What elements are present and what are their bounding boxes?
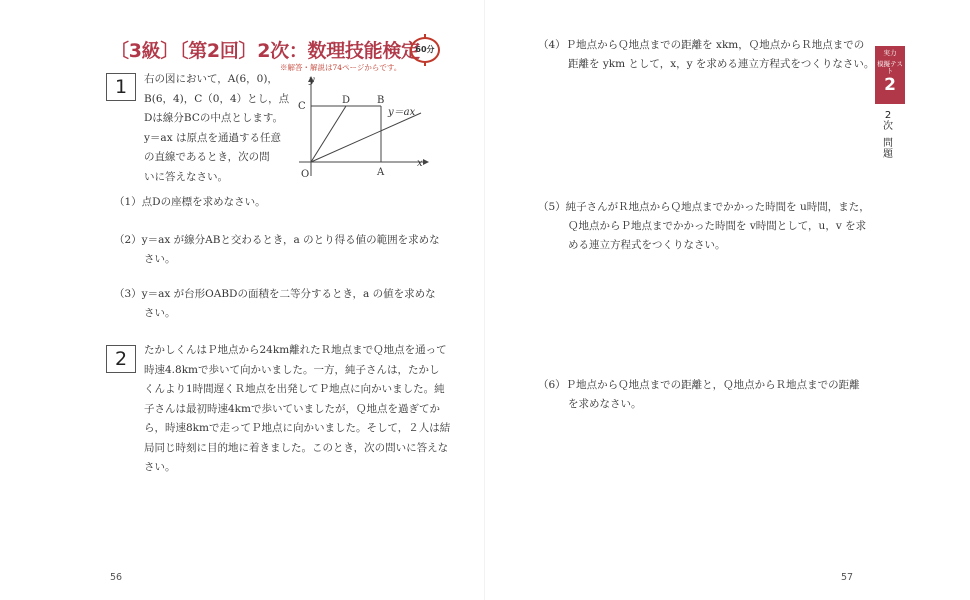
question-6-line: を求めなさい。 (568, 398, 642, 410)
question-3-line: （3）y＝ax が台形OABDの面積を二等分するとき，a の値を求めな (114, 288, 436, 300)
section-tab (875, 46, 905, 104)
vertical-char: 問 (883, 138, 893, 149)
question-4 (538, 36, 874, 74)
x-axis-arrow-icon (423, 159, 429, 165)
problem-1-line: y＝ax は原点を通過する任意 (144, 131, 281, 144)
question-4-line: 距離を ykm として，x，y を求める連立方程式をつくりなさい。 (568, 58, 875, 70)
question-3-line: さい。 (144, 307, 176, 319)
line-y-ax (311, 113, 421, 162)
line-equation-label: y＝ax (388, 107, 416, 118)
question-6 (538, 376, 860, 414)
answer-reference-note: ※解答・解説は74ページからです。 (280, 63, 402, 72)
problem-2-line: たかしくんはＰ地点から24km離れたＲ地点までＱ地点を通って (144, 344, 447, 356)
origin-label: O (301, 169, 310, 180)
section-vertical-label (881, 110, 895, 160)
point-c-label: C (298, 101, 306, 112)
question-4-line: （4）Ｐ地点からＱ地点までの距離を xkm，Ｑ地点からＲ地点までの (538, 39, 865, 51)
section-tab-label: 模擬テスト (877, 60, 903, 75)
question-5-line: Ｑ地点からＰ地点までかかった時間を v時間として，u，v を求 (568, 220, 867, 232)
question-5-line: （5）純子さんがＲ地点からＱ地点までかかった時間を u時間，また， (538, 201, 870, 213)
problem-2-line: くんより1時間遅くＲ地点を出発してＰ地点に向かいました。純 (144, 383, 445, 395)
vertical-char: 2 (884, 110, 892, 121)
section-tab-number: 2 (884, 75, 896, 95)
section-tab-label: 実力 (883, 49, 897, 57)
x-axis-label: x (417, 158, 423, 169)
question-1-text: （1）点Dの座標を求めなさい。 (114, 196, 266, 208)
problem-2-line: 子さんは最初時速4kmで歩いていましたが，Ｑ地点を過ぎてか (144, 402, 440, 415)
problem-1-number: 1 (106, 73, 136, 101)
question-6-line: （6）Ｐ地点からＱ地点までの距離と，Ｑ地点からＲ地点までの距離 (538, 379, 860, 391)
problem-2-number: 2 (106, 345, 136, 373)
problem-1-line: B(6，4)，C（0，4）とし，点 (144, 92, 290, 105)
problem-1-line: Dは線分BCの中点とします。 (144, 112, 284, 124)
coordinate-figure (295, 72, 435, 182)
question-2 (114, 231, 440, 269)
question-1 (114, 193, 266, 212)
question-3 (114, 285, 436, 323)
vertical-char: 次 (883, 121, 893, 132)
time-limit-badge: 60分 (410, 37, 440, 63)
page-title: 〔3級〕〔第2回〕2次：数理技能検定 (110, 40, 420, 62)
question-2-line: （2）y＝ax が線分ABと交わるとき，a のとり得る値の範囲を求めな (114, 234, 440, 246)
problem-2-line: 時速4.8kmで歩いて向かいました。一方，純子さんは，たかし (144, 363, 440, 376)
problem-2-statement (144, 341, 449, 478)
vertical-char: 題 (883, 149, 893, 160)
problem-1-line: いに答えなさい。 (144, 170, 228, 183)
segment-od (311, 106, 346, 162)
y-axis-label: y (309, 75, 315, 86)
page-number-left: 56 (110, 572, 123, 583)
question-5 (538, 198, 870, 255)
page-number-right: 57 (841, 572, 854, 583)
problem-1-line: の直線であるとき，次の問 (144, 151, 270, 163)
point-d-label: D (342, 95, 351, 106)
problem-2-line: ら，時速8kmで走ってＰ地点に向かいました。そして，２人は結 (144, 422, 451, 434)
question-2-line: さい。 (144, 253, 176, 265)
question-5-line: める連立方程式をつくりなさい。 (568, 239, 726, 251)
problem-2-line: 局同じ時刻に目的地に着きました。このとき，次の問いに答えな (144, 441, 449, 454)
problem-2-line: さい。 (144, 461, 176, 473)
problem-1-line: 右の図において，A(6，0)， (144, 73, 278, 85)
point-a-label: A (377, 167, 385, 178)
point-b-label: B (377, 95, 385, 106)
problem-1-statement (144, 70, 290, 187)
